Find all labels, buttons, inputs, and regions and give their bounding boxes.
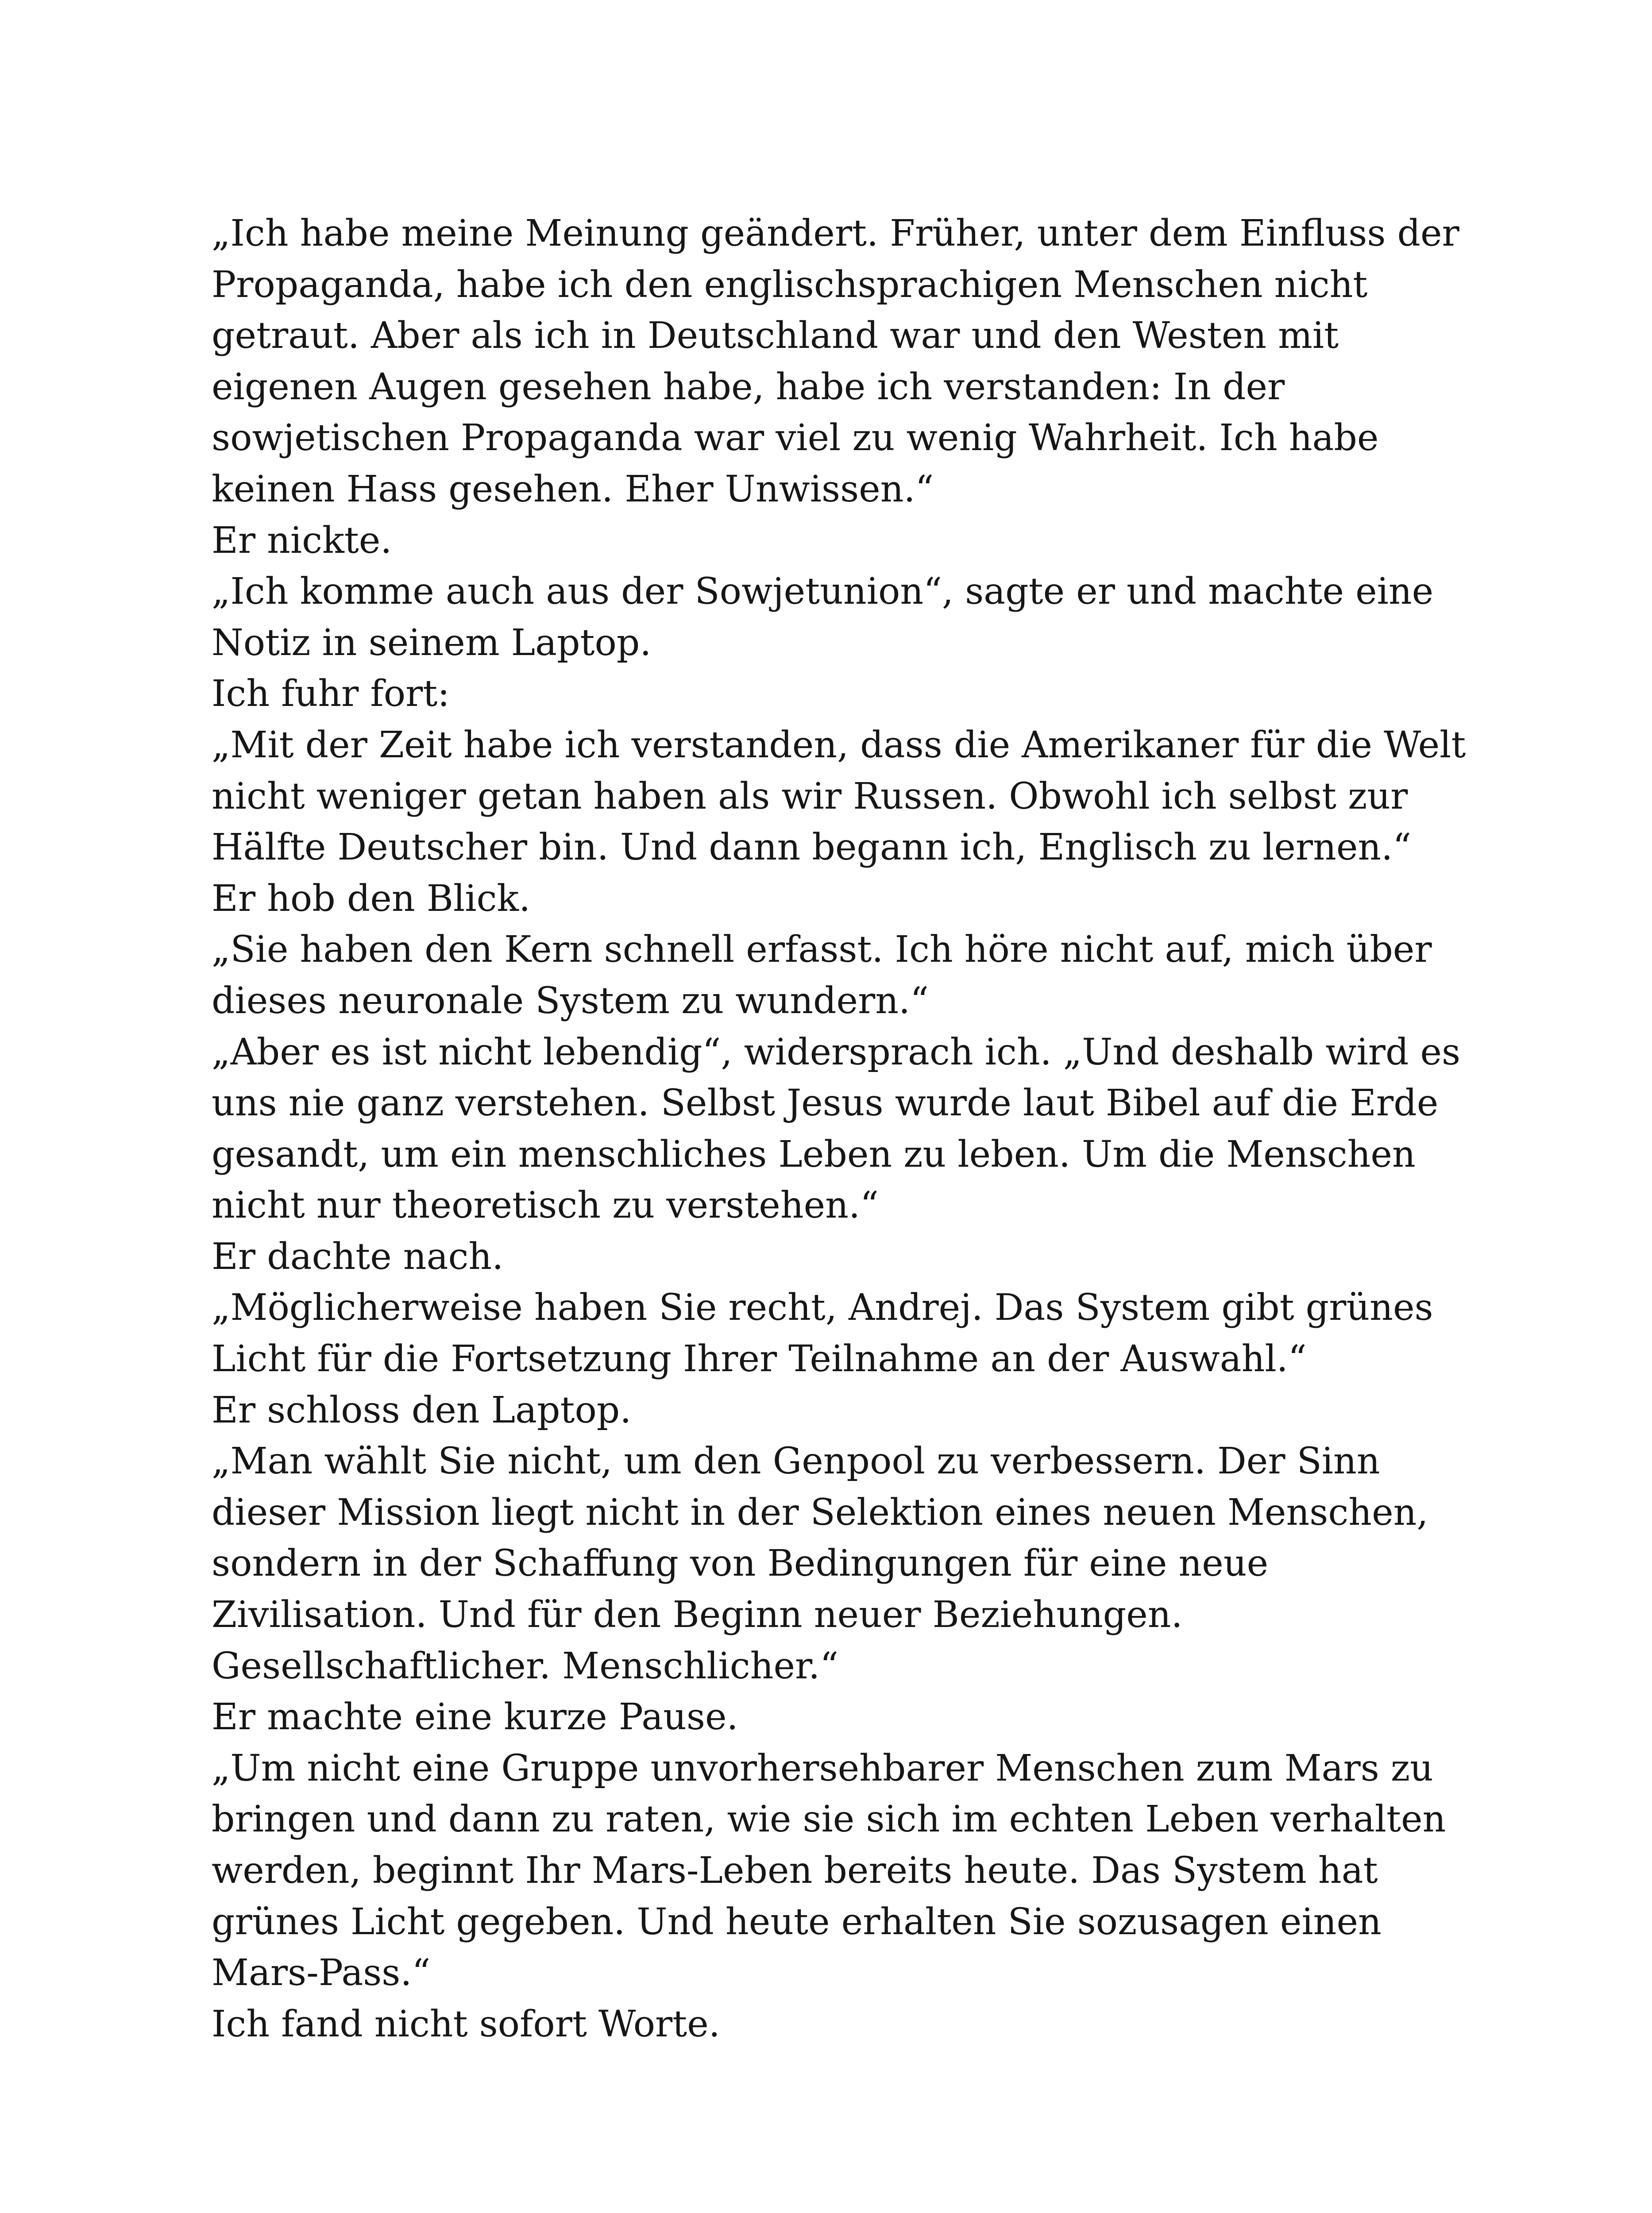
text-line: werden, beginnt Ihr Mars-Leben bereits heute. Das System hat (212, 1850, 1378, 1892)
text-line: dieses neuronale System zu wundern.“ (212, 979, 929, 1022)
text-line: Er hob den Blick. (212, 877, 531, 920)
text-line: Notiz in seinem Laptop. (212, 621, 652, 664)
text-line: keinen Hass gesehen. Eher Unwissen.“ (212, 468, 934, 510)
text-line: „Möglicherweise haben Sie recht, Andrej. Das System gibt grünes (212, 1287, 1433, 1329)
text-line: Er nickte. (212, 519, 392, 562)
text-line: „Ich komme auch aus der Sowjetunion“, sagte er und machte eine (212, 571, 1434, 613)
text-line: „Ich habe meine Meinung geändert. Früher, unter dem Einfluss der (212, 212, 1459, 254)
text-line: getraut. Aber als ich in Deutschland war und den Westen mit (212, 315, 1339, 357)
text-line: sowjetischen Propaganda war viel zu wenig Wahrheit. Ich habe (212, 417, 1379, 459)
text-line: „Mit der Zeit habe ich verstanden, dass die Amerikaner für die Welt (212, 724, 1466, 766)
text-line: gesandt, um ein menschliches Leben zu leben. Um die Menschen (212, 1133, 1416, 1176)
text-line: Ich fand nicht sofort Worte. (212, 2003, 720, 2045)
body-text (212, 208, 1469, 2050)
text-line: grünes Licht gegeben. Und heute erhalten Sie sozusagen einen (212, 1901, 1382, 1943)
text-line: Ich fuhr fort: (212, 673, 450, 715)
text-line: Mars-Pass.“ (212, 1952, 431, 1994)
text-line: Gesellschaftlicher. Menschlicher.“ (212, 1645, 839, 1687)
text-line: bringen und dann zu raten, wie sie sich im echten Leben verhalten (212, 1798, 1446, 1841)
text-line: uns nie ganz verstehen. Selbst Jesus wurde laut Bibel auf die Erde (212, 1082, 1439, 1125)
text-line: „Um nicht eine Gruppe unvorhersehbarer Menschen zum Mars zu (212, 1747, 1433, 1789)
text-line: dieser Mission liegt nicht in der Selektion eines neuen Menschen, (212, 1491, 1428, 1534)
text-line: „Man wählt Sie nicht, um den Genpool zu verbessern. Der Sinn (212, 1440, 1380, 1483)
text-line: nicht nur theoretisch zu verstehen.“ (212, 1184, 879, 1227)
text-line: Zivilisation. Und für den Beginn neuer Beziehungen. (212, 1594, 1183, 1636)
text-line: Hälfte Deutscher bin. Und dann begann ich, Englisch zu lernen.“ (212, 826, 1412, 869)
text-line: Licht für die Fortsetzung Ihrer Teilnahme an der Auswahl.“ (212, 1338, 1307, 1380)
text-line: „Sie haben den Kern schnell erfasst. Ich höre nicht auf, mich über (212, 929, 1432, 971)
text-line: „Aber es ist nicht lebendig“, widersprach ich. „Und deshalb wird es (212, 1031, 1461, 1073)
text-line: sondern in der Schaffung von Bedingungen für eine neue (212, 1542, 1269, 1585)
text-line: eigenen Augen gesehen habe, habe ich verstanden: In der (212, 366, 1285, 408)
text-line: Er dachte nach. (212, 1235, 504, 1278)
text-line: Er machte eine kurze Pause. (212, 1696, 738, 1739)
text-line: Er schloss den Laptop. (212, 1389, 632, 1431)
text-line: nicht weniger getan haben als wir Russen. Obwohl ich selbst zur (212, 775, 1408, 817)
text-line: Propaganda, habe ich den englischsprachigen Menschen nicht (212, 263, 1368, 306)
